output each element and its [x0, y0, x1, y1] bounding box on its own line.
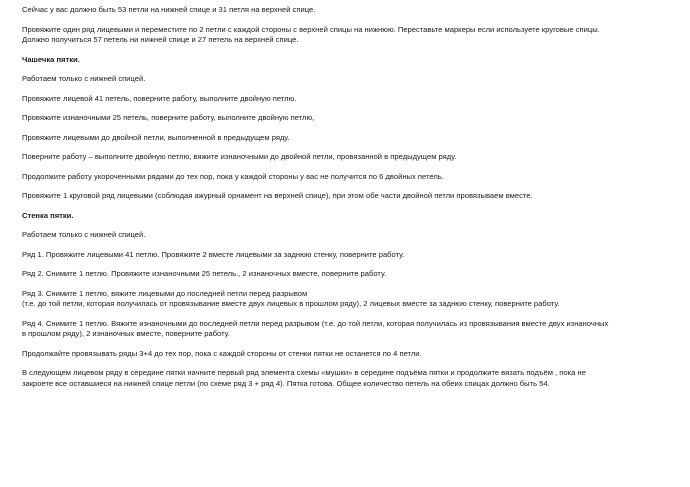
heel-cup-heading: Чашечка пятки. — [22, 54, 80, 64]
heel-wall-row-1: Ряд 1. Провяжите лицевыми 41 петлю. Провяжите 2 вместе лицевыми за заднюю стенку, поверните работу. — [22, 249, 405, 259]
heel-cup-paragraph: Провяжите лицевыми до двойной петли, выполненной в предыдущем ряду. — [22, 132, 290, 142]
heel-cup-paragraph: Провяжите лицевой 41 петель, поверните работу, выполните двойную петлю. — [22, 93, 297, 103]
heel-wall-paragraph: Работаем только с нижней спицей. — [22, 230, 146, 239]
heel-cup-paragraph: Провяжите изнаночными 25 петель, поверните работу, выполните двойную петлю, — [22, 113, 315, 122]
heel-wall-row-3-line-2: (т.е. до той петли, которая получилась от провязывание вместе двух лицевых в прошлом ряду), 2 лицевых вместе за заднюю стенку, поверните работу. — [22, 299, 560, 308]
heel-wall-row-4-line-2: в прошлом ряду), 2 изнаночных вместе, поверните работу. — [22, 329, 230, 338]
intro-stitch-count: Сейчас у вас должно быть 53 петли на нижней спице и 31 петля на верхней спице. — [22, 5, 316, 14]
heel-wall-final-line-2: закроете все оставшиеся на нижней спице петли (по схеме ряд 3 + ряд 4). Пятка готова. Общее количество петель на обеих спицах должно быть 54. — [22, 378, 550, 388]
heel-wall-heading: Стенка пятки. — [22, 210, 74, 220]
heel-cup-paragraph: Работаем только с нижней спицей. — [22, 74, 146, 83]
heel-wall-row-3-line-1: Ряд 3. Снимите 1 петлю, вяжите лицевыми до последней петли перед разрывом — [22, 288, 308, 298]
heel-cup-paragraph: Продолжите работу укороченными рядами до тех пор, пока у каждой стороны у вас не получится по 6 двойных петель. — [22, 171, 444, 181]
intro-instruction-line-1: Провяжите один ряд лицевыми и переместите по 2 петли с каждой стороны с верхней спицы на нижнюю. Переставьте маркеры если используете круговые спицы. — [22, 24, 600, 34]
heel-wall-final-line-1: В следующем лицевом ряду в середине пятки начните первый ряд элемента схемы «мушки» в середине подъёма пятки и продолжите вязать подъём , пока не — [22, 368, 586, 377]
heel-wall-continue: Продолжайте провязывать ряды 3+4 до тех пор, пока с каждой стороны от стенки пятки не останется по 4 петли. — [22, 348, 422, 358]
heel-wall-row-2: Ряд 2. Снимите 1 петлю. Провяжите изнаночными 25 петель., 2 изнаночных вместе, поверните работу. — [22, 269, 387, 278]
heel-cup-paragraph: Поверните работу – выполните двойную петлю, вяжите изнаночными до двойной петли, провязанной в предыдущем ряду. — [22, 152, 457, 161]
heel-wall-row-4-line-1: Ряд 4. Снимите 1 петлю. Вяжите изнаночными до последней петли перед разрывом (т.е. до той петли, которая получилась из провязывания вместе двух изнаночных — [22, 318, 609, 328]
heel-cup-paragraph: Провяжите 1 круговой ряд лицевыми (соблюдая ажурный орнамент на верхней спице), при этом обе части двойной петли провязываем вместе. — [22, 191, 533, 200]
intro-instruction-line-2: Должно получиться 57 петель ни нижней спице и 27 петель на верхней спице. — [22, 35, 299, 44]
document-page — [22, 5, 672, 389]
